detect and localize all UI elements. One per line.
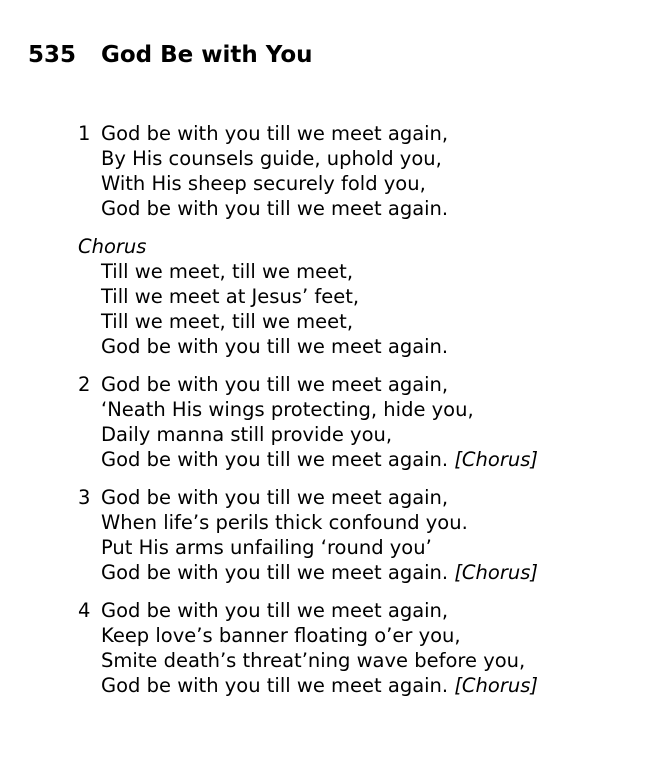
- verse-4: [78, 598, 538, 698]
- verse-line: [101, 447, 538, 472]
- hymn-title: God Be with You: [101, 42, 313, 68]
- verse-line: ‘Neath His wings protecting, hide you,: [101, 398, 474, 421]
- chorus-line: Till we meet at Jesus’ feet,: [101, 285, 360, 308]
- verse-line: Keep love’s banner floating o’er you,: [101, 624, 461, 647]
- verse-lines: [101, 485, 538, 585]
- verse-lines: [101, 372, 538, 472]
- hymn-header: [28, 42, 313, 68]
- chorus-reference: [Chorus]: [454, 674, 538, 697]
- verse-line: God be with you till we meet again,: [101, 486, 449, 509]
- verse-line-text: God be with you till we meet again.: [101, 561, 449, 584]
- verse-line: [101, 560, 538, 585]
- verse-line: Put His arms unfailing ‘round you’: [101, 536, 432, 559]
- verse-lines: [101, 121, 448, 221]
- verse-line: God be with you till we meet again,: [101, 373, 449, 396]
- verse-line: By His counsels guide, uphold you,: [101, 147, 442, 170]
- chorus-line: God be with you till we meet again.: [101, 335, 449, 358]
- verse-number: 2: [78, 373, 91, 396]
- verse-line-text: God be with you till we meet again.: [101, 448, 449, 471]
- verse-line: God be with you till we meet again,: [101, 122, 449, 145]
- chorus-reference: [Chorus]: [454, 561, 538, 584]
- verse-number: 3: [78, 486, 91, 509]
- verse-line: [101, 673, 538, 698]
- chorus-label: Chorus: [78, 235, 147, 258]
- chorus-reference: [Chorus]: [454, 448, 538, 471]
- verse-line-text: God be with you till we meet again.: [101, 674, 449, 697]
- hymn-number: 535: [28, 42, 77, 68]
- verse-1: [78, 121, 448, 221]
- verse-number: 1: [78, 122, 91, 145]
- chorus-lines: [101, 259, 448, 359]
- chorus-line: Till we meet, till we meet,: [101, 310, 354, 333]
- verse-line: God be with you till we meet again.: [101, 197, 449, 220]
- chorus-line: Till we meet, till we meet,: [101, 260, 354, 283]
- verse-3: [78, 485, 538, 585]
- verse-lines: [101, 598, 538, 698]
- verse-line: Smite death’s threat’ning wave before you,: [101, 649, 526, 672]
- chorus-block: [78, 234, 448, 359]
- verse-line: Daily manna still provide you,: [101, 423, 393, 446]
- verse-line: God be with you till we meet again,: [101, 599, 449, 622]
- verse-line: When life’s perils thick confound you.: [101, 511, 468, 534]
- verse-line: With His sheep securely fold you,: [101, 172, 426, 195]
- verse-number: 4: [78, 599, 91, 622]
- verse-2: [78, 372, 538, 472]
